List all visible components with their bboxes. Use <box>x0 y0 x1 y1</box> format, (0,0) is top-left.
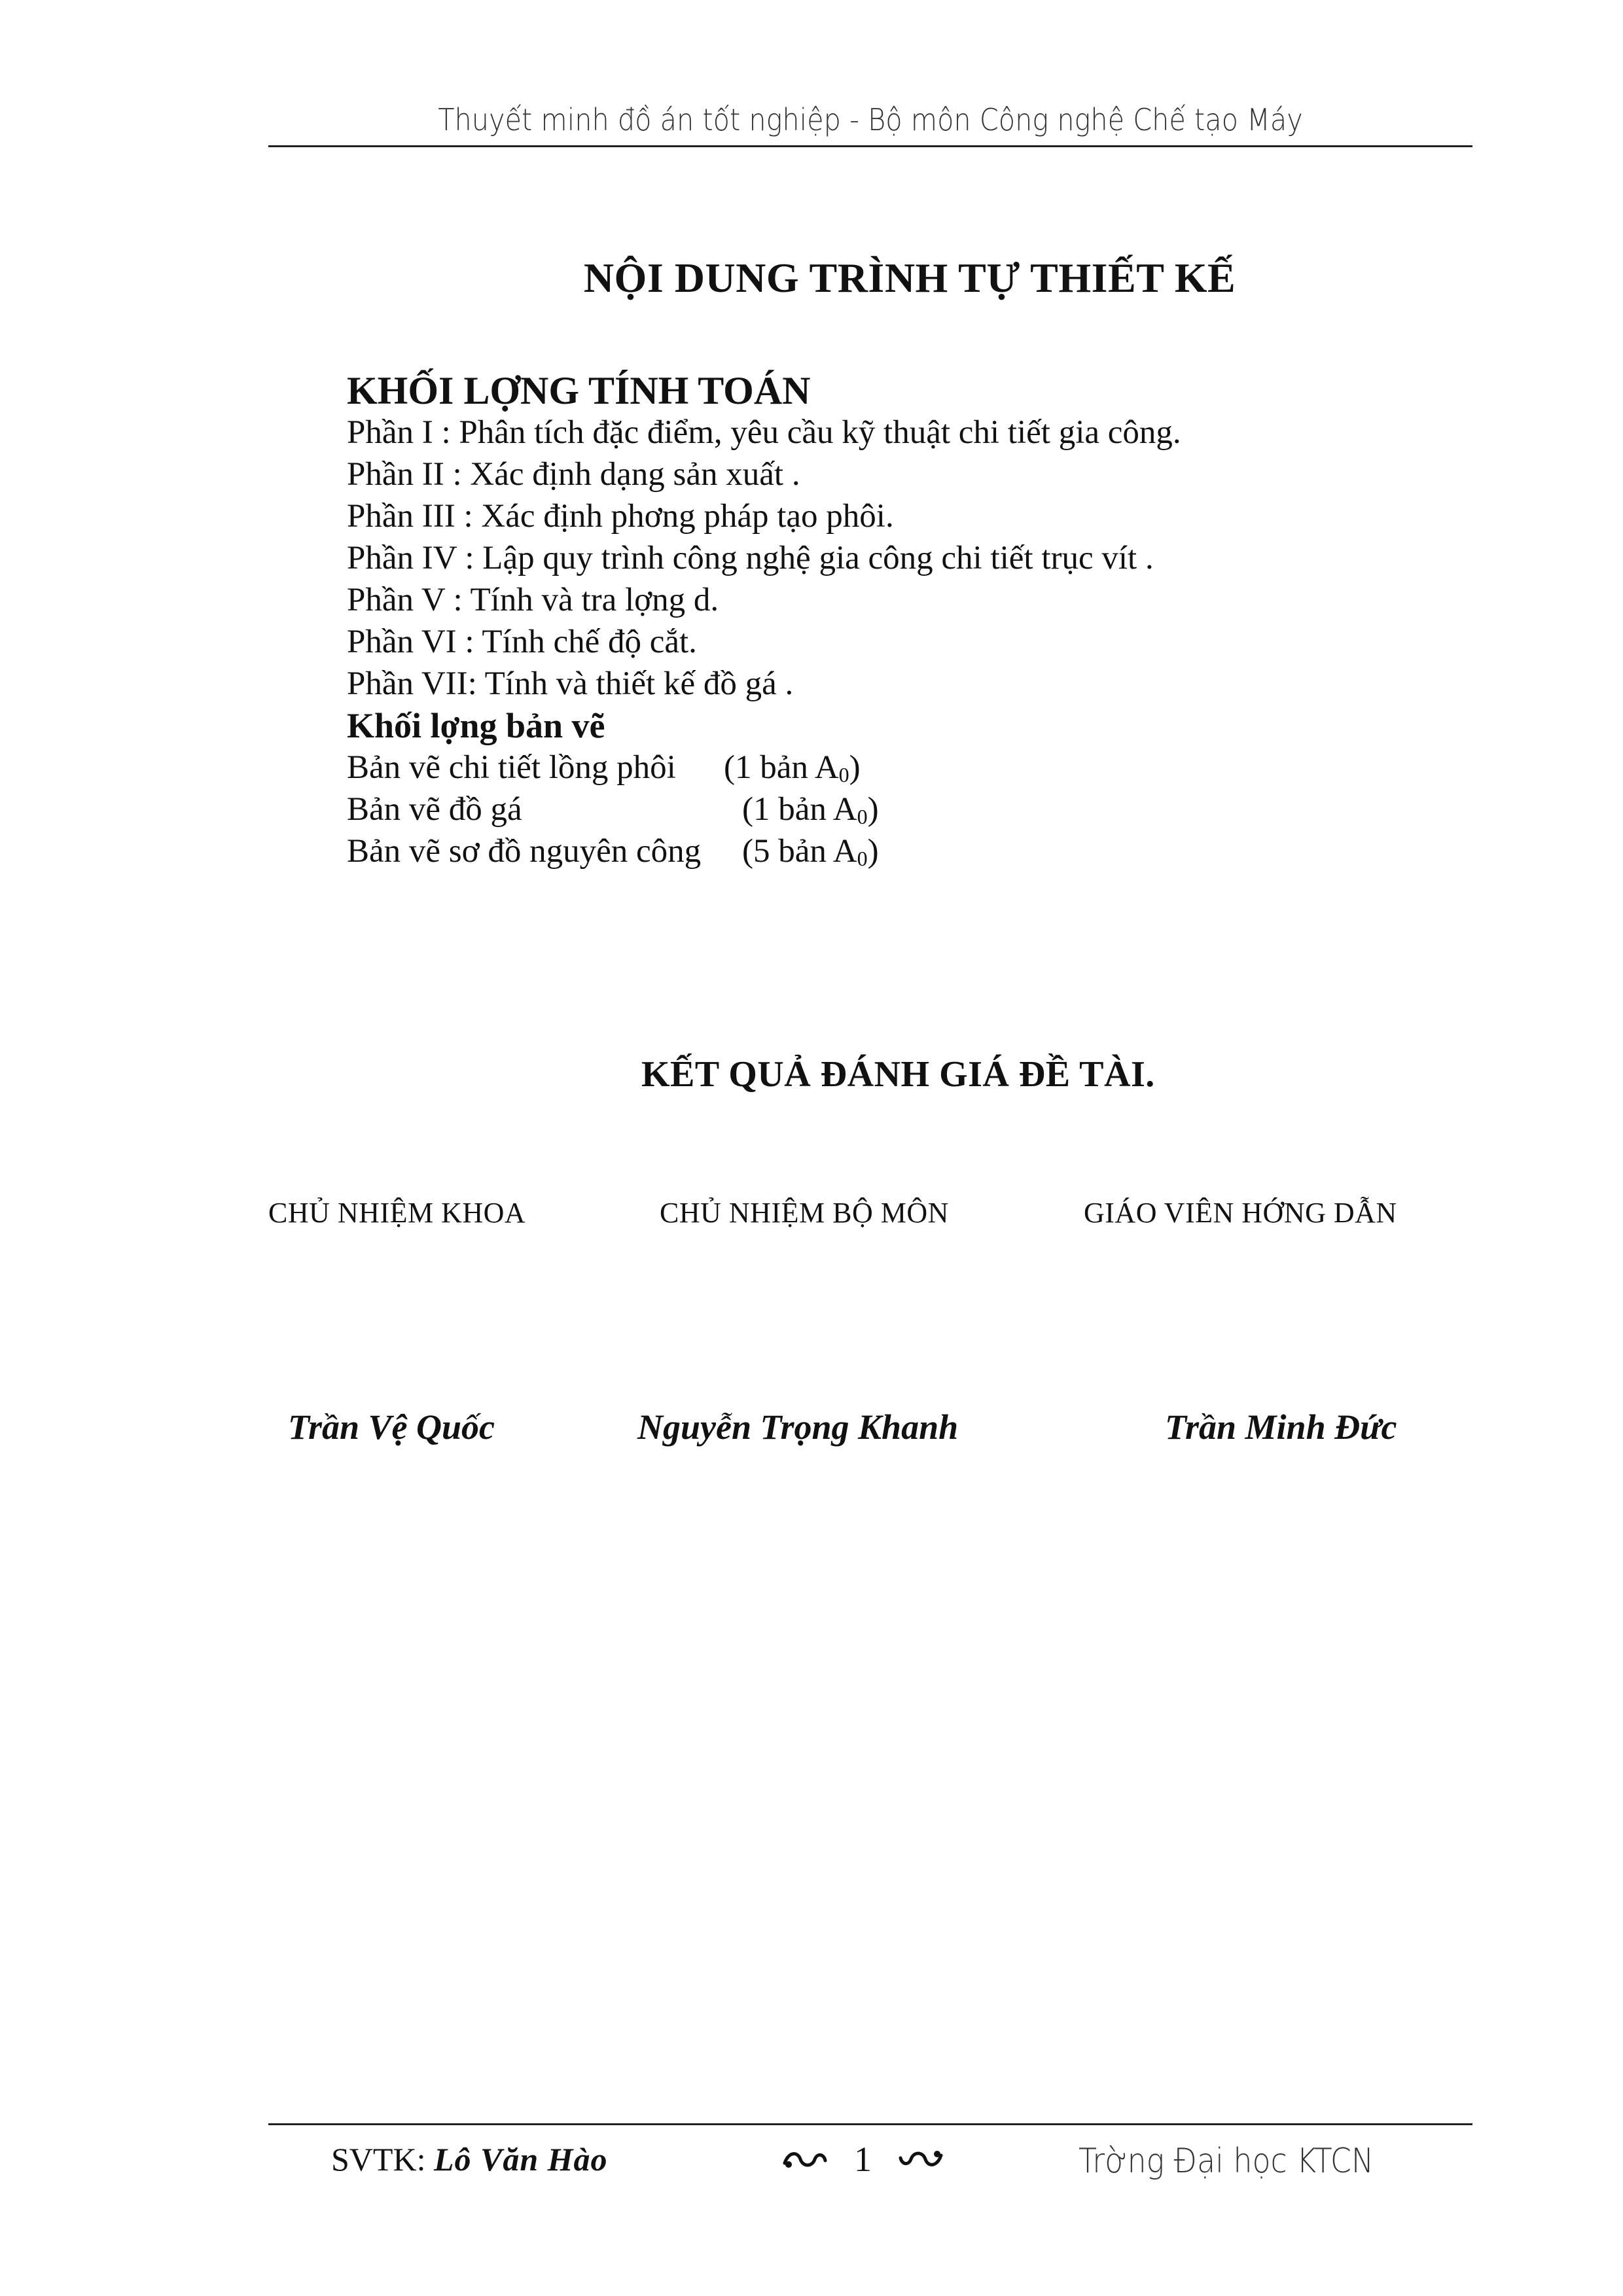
footer-author-block <box>331 2140 608 2178</box>
ornament-left-icon <box>782 2146 828 2172</box>
drawing-label: Bản vẽ sơ đồ nguyên công <box>347 833 702 870</box>
calculation-item: Phần II : Xác định dạng sản xuất . <box>347 456 800 493</box>
footer-label: SVTK: <box>331 2141 426 2178</box>
page-number: 1 <box>854 2140 872 2179</box>
footer-page-number <box>782 2139 944 2180</box>
drawing-item <box>347 747 1459 788</box>
signature-name-faculty: Trần Vệ Quốc <box>288 1407 495 1447</box>
footer-author: Lô Văn Hào <box>433 2141 608 2178</box>
page-footer <box>0 2136 1623 2189</box>
drawing-qty: (1 bản $A_0$) <box>724 749 861 786</box>
drawing-label: Bản vẽ chi tiết lồng phôi <box>347 749 676 786</box>
signature-title-advisor: GIÁO VIÊN HỚNG DẪN <box>1084 1197 1397 1229</box>
drawing-item <box>347 788 1459 830</box>
calculation-heading: KHỐI LỢNG TÍNH TOÁN <box>347 369 811 412</box>
footer-rule <box>268 2123 1472 2125</box>
drawings-heading: Khối lợng bản vẽ <box>347 706 605 745</box>
calculation-item: Phần I : Phân tích đặc điểm, yêu cầu kỹ thuật chi tiết gia công. <box>347 414 1181 451</box>
calculation-item: Phần IV : Lập quy trình công nghệ gia công chi tiết trục vít . <box>347 540 1154 576</box>
drawing-item <box>347 830 1459 872</box>
calculation-item: Phần III : Xác định phơng pháp tạo phôi. <box>347 498 894 535</box>
content-block <box>347 370 1459 872</box>
signature-title-department: CHỦ NHIỆM BỘ MÔN <box>660 1197 949 1229</box>
footer-school: Trờng Đại học KTCN <box>1079 2142 1374 2181</box>
result-title: KẾT QUẢ ĐÁNH GIÁ ĐỀ TÀI. <box>641 1054 1155 1095</box>
calculation-item: Phần VII: Tính và thiết kế đồ gá . <box>347 665 794 702</box>
ornament-right-icon <box>898 2146 944 2172</box>
calculation-item: Phần V : Tính và tra lợng d. <box>347 582 719 618</box>
drawing-qty: (1 bản $A_0$) <box>742 791 879 828</box>
calculation-item: Phần VI : Tính chế độ cắt. <box>347 624 697 660</box>
header-text: Thuyết minh đồ án tốt nghiệp - Bộ môn Công nghệ Chế tạo Máy <box>438 102 1303 137</box>
signature-name-advisor: Trần Minh Đức <box>1165 1407 1397 1447</box>
page-header <box>268 98 1472 147</box>
drawing-label: Bản vẽ đồ gá <box>347 791 522 828</box>
signature-title-faculty: CHỦ NHIỆM KHOA <box>268 1197 526 1229</box>
signature-name-department: Nguyễn Trọng Khanh <box>637 1407 959 1447</box>
drawing-qty: (5 bản $A_0$) <box>742 833 879 870</box>
page-title: NỘI DUNG TRÌNH TỰ THIẾT KẾ <box>583 255 1236 301</box>
